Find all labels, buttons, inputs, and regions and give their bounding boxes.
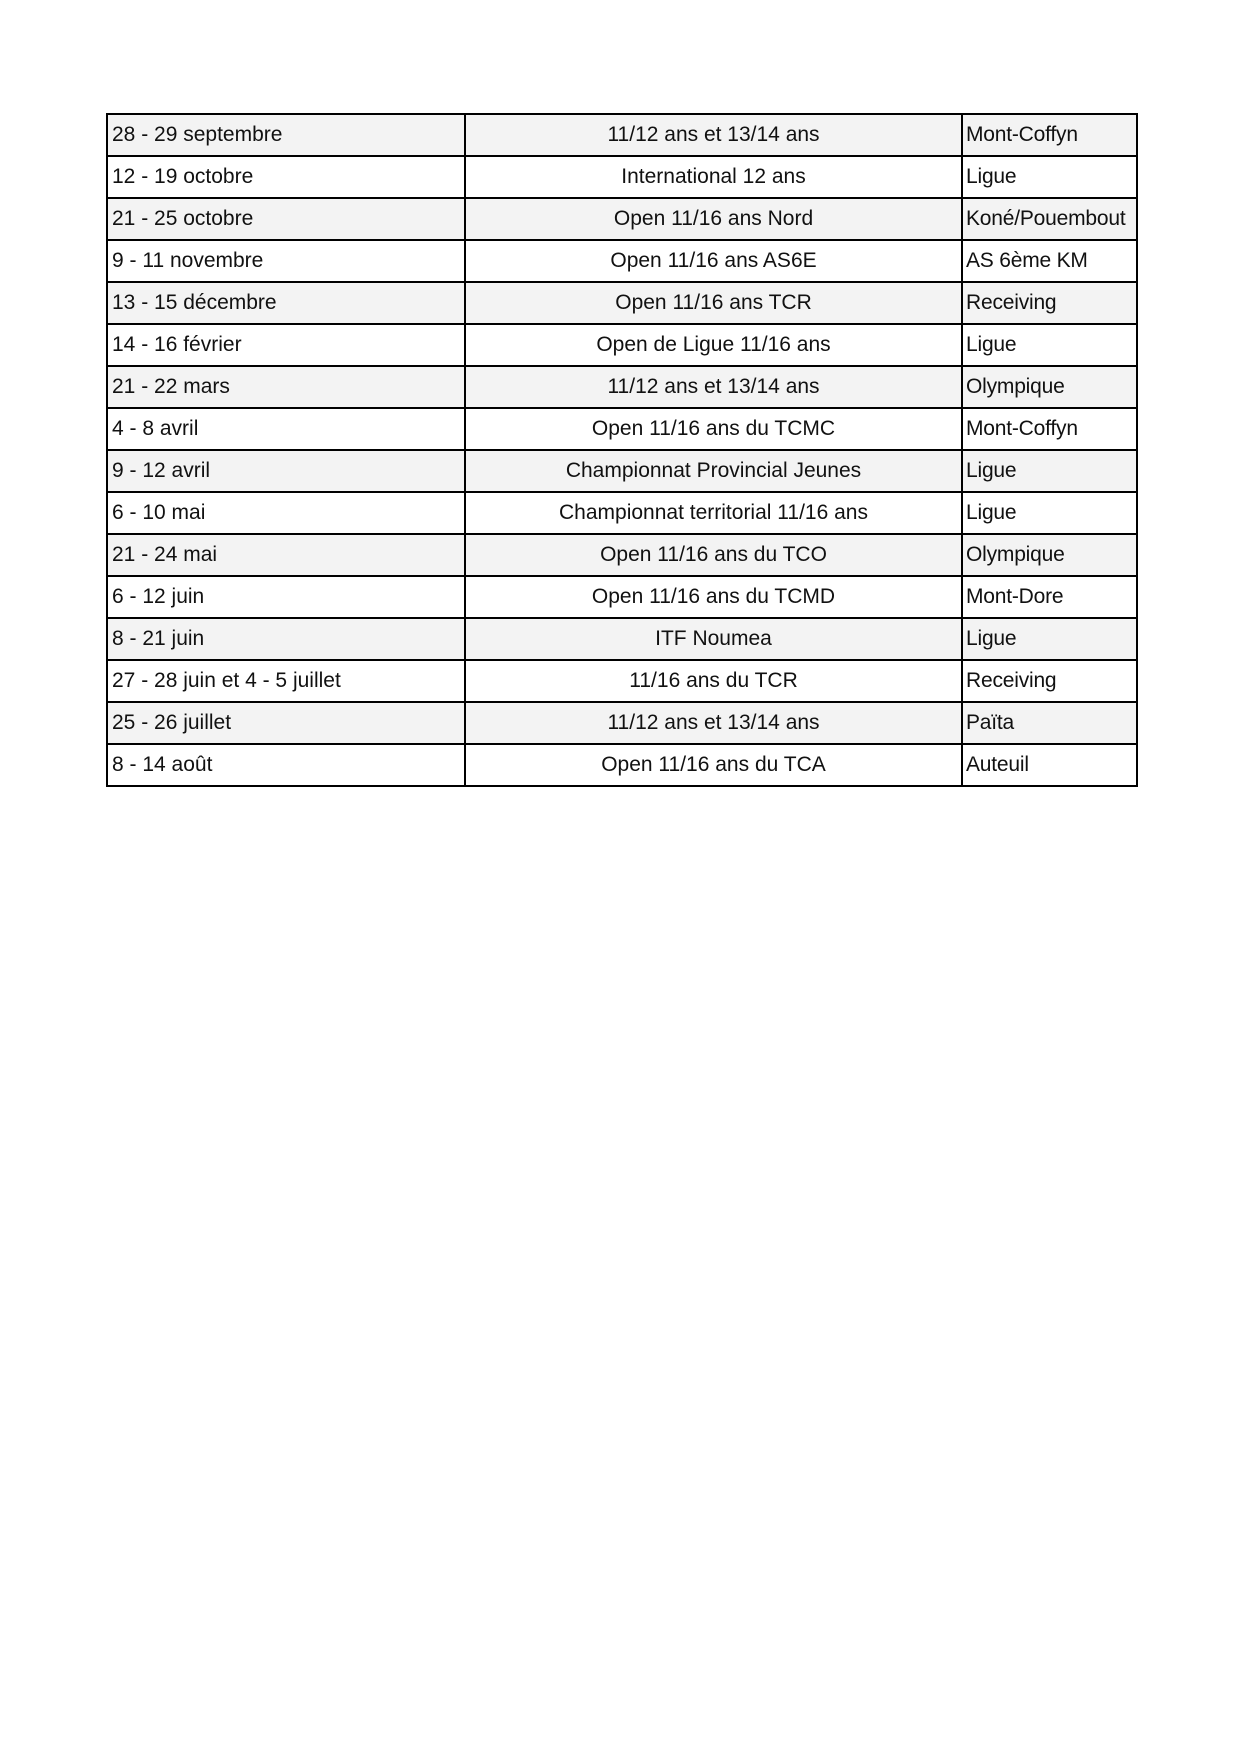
table-row [107, 366, 1137, 408]
date-cell: 28 - 29 septembre [107, 114, 465, 156]
venue-cell: Auteuil [962, 744, 1137, 786]
table-body [107, 114, 1137, 786]
table-row [107, 660, 1137, 702]
venue-cell: Ligue [962, 156, 1137, 198]
venue-cell: Ligue [962, 324, 1137, 366]
date-cell: 4 - 8 avril [107, 408, 465, 450]
table-row [107, 408, 1137, 450]
date-cell: 21 - 24 mai [107, 534, 465, 576]
venue-cell: Mont-Coffyn [962, 408, 1137, 450]
table-row [107, 576, 1137, 618]
date-cell: 8 - 14 août [107, 744, 465, 786]
table-row [107, 198, 1137, 240]
tournament-schedule-table [106, 113, 1138, 787]
date-cell: 12 - 19 octobre [107, 156, 465, 198]
event-cell: Open 11/16 ans AS6E [465, 240, 962, 282]
venue-cell: Ligue [962, 450, 1137, 492]
venue-cell: Olympique [962, 366, 1137, 408]
venue-cell: Receiving [962, 282, 1137, 324]
event-cell: International 12 ans [465, 156, 962, 198]
date-cell: 8 - 21 juin [107, 618, 465, 660]
table-row [107, 744, 1137, 786]
venue-cell: Mont-Coffyn [962, 114, 1137, 156]
venue-cell: Mont-Dore [962, 576, 1137, 618]
event-cell: Open 11/16 ans Nord [465, 198, 962, 240]
event-cell: Open 11/16 ans du TCO [465, 534, 962, 576]
venue-cell: Ligue [962, 492, 1137, 534]
date-cell: 25 - 26 juillet [107, 702, 465, 744]
venue-cell: Païta [962, 702, 1137, 744]
table-row [107, 156, 1137, 198]
date-cell: 6 - 12 juin [107, 576, 465, 618]
table-row [107, 618, 1137, 660]
date-cell: 21 - 22 mars [107, 366, 465, 408]
table-row [107, 114, 1137, 156]
date-cell: 9 - 12 avril [107, 450, 465, 492]
table-row [107, 534, 1137, 576]
event-cell: ITF Noumea [465, 618, 962, 660]
event-cell: Open de Ligue 11/16 ans [465, 324, 962, 366]
event-cell: Open 11/16 ans TCR [465, 282, 962, 324]
date-cell: 13 - 15 décembre [107, 282, 465, 324]
venue-cell: Ligue [962, 618, 1137, 660]
table-row [107, 324, 1137, 366]
event-cell: 11/12 ans et 13/14 ans [465, 114, 962, 156]
venue-cell: Koné/Pouembout [962, 198, 1137, 240]
venue-cell: Receiving [962, 660, 1137, 702]
event-cell: 11/12 ans et 13/14 ans [465, 702, 962, 744]
date-cell: 14 - 16 février [107, 324, 465, 366]
table-row [107, 492, 1137, 534]
event-cell: Open 11/16 ans du TCA [465, 744, 962, 786]
date-cell: 21 - 25 octobre [107, 198, 465, 240]
date-cell: 27 - 28 juin et 4 - 5 juillet [107, 660, 465, 702]
table-row [107, 702, 1137, 744]
event-cell: Championnat territorial 11/16 ans [465, 492, 962, 534]
event-cell: Open 11/16 ans du TCMC [465, 408, 962, 450]
venue-cell: AS 6ème KM [962, 240, 1137, 282]
table-row [107, 282, 1137, 324]
date-cell: 6 - 10 mai [107, 492, 465, 534]
table-row [107, 450, 1137, 492]
schedule-sheet [106, 113, 1136, 787]
event-cell: 11/16 ans du TCR [465, 660, 962, 702]
event-cell: Championnat Provincial Jeunes [465, 450, 962, 492]
event-cell: 11/12 ans et 13/14 ans [465, 366, 962, 408]
event-cell: Open 11/16 ans du TCMD [465, 576, 962, 618]
table-row [107, 240, 1137, 282]
venue-cell: Olympique [962, 534, 1137, 576]
date-cell: 9 - 11 novembre [107, 240, 465, 282]
